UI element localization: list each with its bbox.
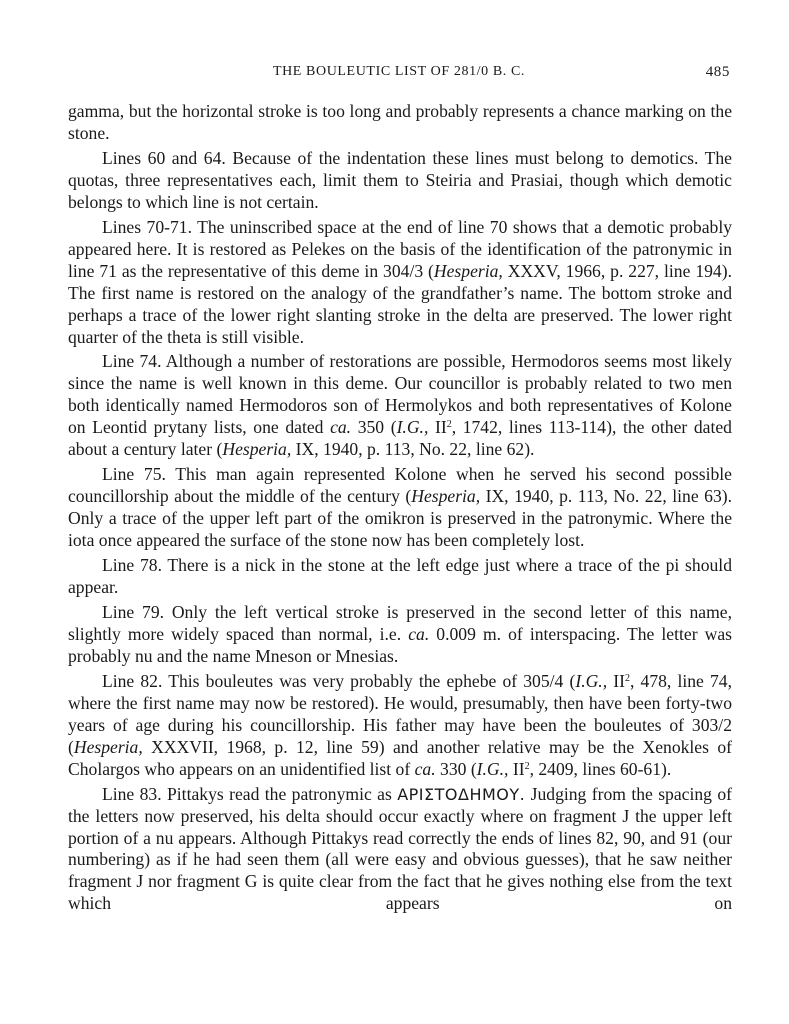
edition-superscript: 2 [446,419,452,431]
line-reference: Line 79. [102,601,165,622]
paragraph-text: II [607,670,625,691]
line-reference: Lines 60 and 64. [102,147,226,168]
paragraph-text: The uninscribed space at the end of line 70 shows that a demotic probably appeared here. It is restored as Pelekes on the basis of the identification of the patronymic in line 71 as the representative of this deme in 304/3 ( [68,216,733,281]
paragraph-text: II [508,758,525,779]
line-reference: Line 74. [102,351,162,372]
page-number: 485 [705,64,730,80]
paragraph-line-79 [68,602,732,668]
paragraph-line-75 [68,464,732,552]
journal-citation: Hesperia, [411,486,481,507]
paragraph-text: gamma, but the horizontal stroke is too long and probably represents a chance marking on the stone. [68,101,732,143]
line-reference: Line 78. [102,555,162,576]
paragraph-text: XXXVII, 1968, p. 12, line 59) and another relative may be the Xenokles of Cholargos who appears on an unidentified list of [68,736,732,779]
journal-citation: Hesperia, [433,260,503,281]
circa-abbrev: ca. [414,758,436,779]
corpus-citation: I.G., [396,417,429,438]
running-title: THE BOULEUTIC LIST OF 281/0 B. C. [272,64,526,79]
paragraph-line-83 [68,784,732,916]
paragraph-text: , 2409, lines 60-61). [529,758,672,779]
paragraph-text: Only the left vertical stroke is preserved in the second letter of this name, slightly more widely spaced than normal, i.e. [68,601,732,644]
paragraph-lines-70-71 [68,217,732,349]
paragraph-line-74 [68,351,732,461]
paragraph-continued [68,101,732,145]
paragraph-text: 350 ( [351,417,397,438]
corpus-citation: I.G., [476,758,509,779]
paragraph-text: IX, 1940, p. 113, No. 22, line 63). Only a trace of the upper left part of the omikron is preserved in the patronymic. Where the iota once appeared the surface of the stone now has been completely lost. [68,486,732,551]
paragraph-text: XXXV, 1966, p. 227, line 194). The first name is restored on the analogy of the grandfather’s name. The bottom stroke and perhaps a trace of the lower right slanting stroke in the delta are preserved. The lower right quarter of the theta is still visible. [68,260,732,347]
paragraph-text: There is a nick in the stone at the left edge just where a trace of the pi should appear. [68,555,732,598]
paragraph-text: Because of the indentation these lines must belong to demotics. The quotas, three representatives each, limit them to Steiria and Prasiai, though which demotic belongs to which line is not certain. [68,147,732,212]
paragraph-text: 330 ( [435,758,477,779]
circa-abbrev: ca. [330,417,352,438]
paragraph-text: This bouleutes was very probably the ephebe of 305/4 ( [162,670,576,691]
paragraph-text: This man again represented Kolone when he served his second possible councillorship about the middle of the century ( [68,464,732,507]
paragraph-line-78 [68,555,732,599]
paragraph-line-82 [68,671,732,781]
paragraph-text: , 1742, lines 113-114), the other dated about a century later ( [68,417,732,460]
article-body [68,101,732,915]
journal-citation: Hesperia, [73,736,143,757]
paragraph-text: Although a number of restorations are possible, Hermodoros seems most likely since the name is well known in this deme. Our councillor is probably related to two men both identically named Hermodoros son of Hermolykos and both representatives of Kolone on Leontid prytany lists, one dated [68,351,732,438]
paragraph-text: Pittakys read the patronymic as [161,783,398,804]
circa-abbrev: ca. [408,623,430,644]
greek-patronymic: ΑΡΙΣΤΟΔΗΜΟΥ. [397,784,526,804]
paragraph-text: , 478, line 74, where the first name may now be restored). He would, presumably, then have been forty-two years of age during his councillorship. His father may have been the bouleutes of 303/2 ( [68,670,732,757]
paragraph-text: IX, 1940, p. 113, No. 22, line 62). [291,439,535,460]
paragraph-text: II [428,417,447,438]
corpus-citation: I.G., [575,670,608,691]
edition-superscript: 2 [624,672,630,684]
paragraph-text: 0.009 m. of interspacing. The letter was probably nu and the name Mneson or Mnesias. [68,623,732,666]
line-reference: Lines 70-71. [102,216,192,237]
edition-superscript: 2 [524,760,530,772]
journal-citation: Hesperia, [222,439,292,460]
line-reference: Line 82. [102,670,163,691]
paragraph-text: Judging from the spacing of the letters now preserved, his delta should occur exactly where on fragment J the upper left portion of a nu appears. Although Pittakys read correctly the ends of lines 82, 90, and 91 (our numbering) as if he had seen them (all were easy and obvious guesses), that he saw neither fragment J nor fragment G is quite clear from the fact that he gives nothing else from the text which appears on [68,783,732,914]
line-reference: Line 75. [102,464,166,485]
paragraph-lines-60-64 [68,148,732,214]
line-reference: Line 83. [102,783,162,804]
running-head [68,64,730,88]
